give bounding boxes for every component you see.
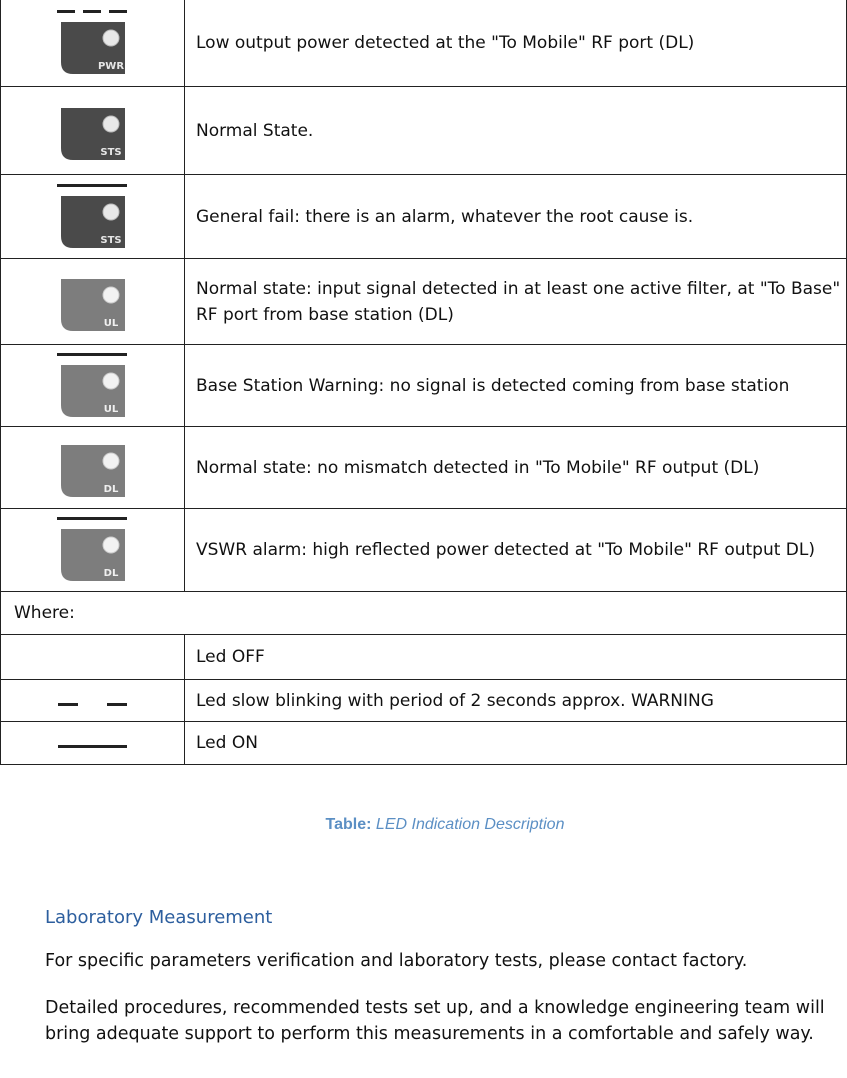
icon-cell: [1, 175, 185, 259]
table-row: [1, 0, 847, 87]
sts-led-on-icon: [53, 182, 133, 252]
table-row: [1, 175, 847, 259]
legend-row: [1, 722, 847, 765]
where-label: Where:: [1, 592, 847, 635]
table-row: [1, 427, 847, 509]
caption-text: LED Indication Description: [375, 816, 565, 833]
svg-text:UL: UL: [103, 317, 118, 329]
caption-prefix: Table:: [325, 816, 372, 833]
icon-cell: [1, 722, 185, 765]
icon-cell: [1, 509, 185, 592]
paragraph: For specific parameters verification and laboratory tests, please contact factory.: [45, 951, 748, 971]
description-cell: Normal State.: [185, 87, 847, 175]
description-cell: Normal state: no mismatch detected in "To Mobile" RF output (DL): [185, 427, 847, 509]
paragraph: Detailed procedures, recommended tests set up, and a knowledge engineering team will bring adequate support to perform this measurements in a comfortable and safely way.: [45, 998, 825, 1044]
legend-text: Led slow blinking with period of 2 seconds approx. WARNING: [185, 680, 847, 722]
ul-led-on-icon: [53, 351, 133, 421]
legend-text: Led OFF: [185, 635, 847, 680]
led-on-legend-icon: [53, 736, 133, 750]
svg-text:STS: STS: [99, 146, 122, 158]
icon-cell: [1, 427, 185, 509]
table-row: [1, 509, 847, 592]
section-heading: Laboratory Measurement: [45, 907, 273, 928]
led-off-legend-icon: [1, 635, 185, 680]
legend-text: Led ON: [185, 722, 847, 765]
legend-row: [1, 680, 847, 722]
dl-led-off-icon: [53, 435, 133, 501]
ul-led-off-icon: [53, 269, 133, 335]
description-cell: Base Station Warning: no signal is detected coming from base station: [185, 345, 847, 427]
description-cell: Low output power detected at the "To Mobile" RF port (DL): [185, 0, 847, 87]
svg-text:UL: UL: [103, 403, 118, 415]
table-row: [1, 345, 847, 427]
table-caption: [0, 816, 847, 834]
description-cell: General fail: there is an alarm, whatever the root cause is.: [185, 175, 847, 259]
dl-led-on-icon: [53, 515, 133, 585]
pwr-led-blinking-icon: [53, 8, 133, 78]
svg-text:DL: DL: [103, 568, 118, 579]
svg-text:DL: DL: [103, 483, 118, 495]
where-row: [1, 592, 847, 635]
icon-cell: [1, 345, 185, 427]
icon-cell: [1, 87, 185, 175]
description-cell: Normal state: input signal detected in at least one active filter, at "To Base" RF port from base station (DL): [185, 259, 847, 345]
legend-row: [1, 635, 847, 680]
table-row: [1, 87, 847, 175]
icon-cell: [1, 259, 185, 345]
description-cell: VSWR alarm: high reflected power detected at "To Mobile" RF output DL): [185, 509, 847, 592]
sts-led-off-icon: [53, 98, 133, 164]
table-row: [1, 259, 847, 345]
svg-text:STS: STS: [99, 234, 122, 246]
icon-cell: [1, 680, 185, 722]
icon-cell: [1, 0, 185, 87]
svg-text:PWR: PWR: [97, 61, 124, 72]
led-blinking-legend-icon: [53, 694, 133, 708]
